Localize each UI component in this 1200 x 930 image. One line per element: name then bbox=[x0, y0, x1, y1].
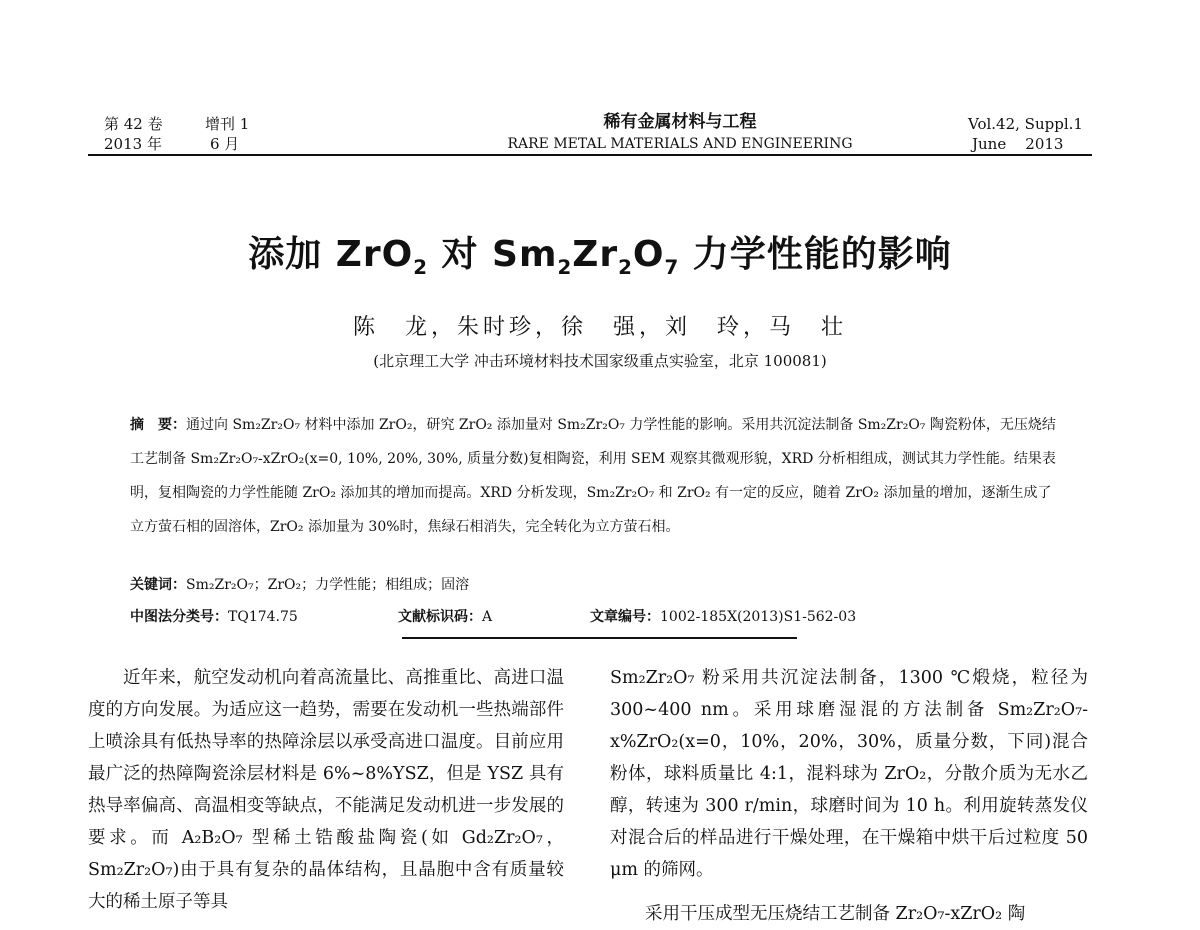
journal-title-en: RARE METAL MATERIALS AND ENGINEERING bbox=[507, 136, 853, 152]
affiliation: (北京理工大学 冲击环境材料技术国家级重点实验室，北京 100081) bbox=[373, 352, 827, 370]
abstract-label: 摘 要： bbox=[130, 417, 186, 433]
abstract bbox=[130, 408, 1058, 544]
journal-title-cn: 稀有金属材料与工程 bbox=[603, 112, 757, 132]
header-volume-en: Vol.42, Suppl.1 bbox=[968, 115, 1083, 133]
abstract-text: 通过向 Sm₂Zr₂O₇ 材料中添加 ZrO₂，研究 ZrO₂ 添加量对 Sm₂Zr₂O₇ 力学性能的影响。采用共沉淀法制备 Sm₂Zr₂O₇ 陶瓷粉体，无压烧结工艺制备 Sm₂Zr₂O₇-xZrO₂(x=0, 10%, 20%, 30%, 质量分数)复相陶瓷，利用 SEM 观察其微观形貌，XRD 分析相组成，测试其力学性能。结果表明，复相陶瓷的力学性能随 ZrO₂ 添加其的增加而提高。XRD 分析发现，Sm₂Zr₂O₇ 和 ZrO₂ 有一定的反应，随着 ZrO₂ 添加量的增加，逐渐生成了立方萤石相的固溶体，ZrO₂ 添加量为 30%时，焦绿石相消失，完全转化为立方萤石相。 bbox=[130, 417, 1056, 535]
body-left-column bbox=[88, 662, 564, 918]
header-rule bbox=[88, 154, 1092, 156]
body-paragraph: Sm₂Zr₂O₇ 粉采用共沉淀法制备，1300 ℃煅烧，粒径为 300~400 nm。采用球磨湿混的方法制备 Sm₂Zr₂O₇-x%ZrO₂(x=0，10%，20%，30%，质量分数，下同)混合粉体，球料质量比 4:1，混料球为 ZrO₂，分散介质为无水乙醇，转速为 300 r/min，球磨时间为 10 h。利用旋转蒸发仪对混合后的样品进行干燥处理，在干燥箱中烘干后过粒度 50 μm 的筛网。 bbox=[610, 668, 1088, 880]
article-title: 添加 ZrO$_2$ 对 $Sm_2Zr_2O_7$ 力学性能的影响 bbox=[248, 234, 952, 280]
document-code: 文献标识码：A bbox=[398, 609, 493, 625]
author-list: 陈 龙，朱时珍，徐 强，刘 玲，马 壮 bbox=[352, 315, 847, 340]
header-year-cn: 2013 年 bbox=[104, 135, 162, 153]
body-right-column bbox=[610, 662, 1088, 930]
header-month-cn: 6 月 bbox=[210, 135, 240, 153]
body-paragraph: 近年来，航空发动机向着高流量比、高推重比、高进口温度的方向发展。为适应这一趋势，需要在发动机一些热端部件上喷涂具有低热导率的热障涂层以承受高进口温度。目前应用最广泛的热障陶瓷涂层材料是 6%~8%YSZ，但是 YSZ 具有热导率偏高、高温相变等缺点，不能满足发动机进一步发展的要求。而 A₂B₂O₇ 型稀土锆酸盐陶瓷(如 Gd₂Zr₂O₇，Sm₂Zr₂O₇)由于具有复杂的晶体结构，且晶胞中含有质量较大的稀土原子等具 bbox=[88, 668, 564, 912]
article-number: 文章编号：1002-185X(2013)S1-562-03 bbox=[590, 609, 857, 625]
section-divider bbox=[402, 637, 797, 639]
clc-number: 中图法分类号：TQ174.75 bbox=[130, 609, 298, 625]
keywords: 关键词：Sm₂Zr₂O₇；ZrO₂；力学性能；相组成；固溶 bbox=[130, 577, 470, 593]
header-issue-cn: 增刊 1 bbox=[205, 115, 250, 133]
header-volume-cn: 第 42 卷 bbox=[104, 115, 163, 133]
header-date-en: June 2013 bbox=[972, 135, 1064, 153]
body-paragraph: 采用干压成型无压烧结工艺制备 Zr₂O₇-xZrO₂ 陶 bbox=[645, 904, 1026, 924]
